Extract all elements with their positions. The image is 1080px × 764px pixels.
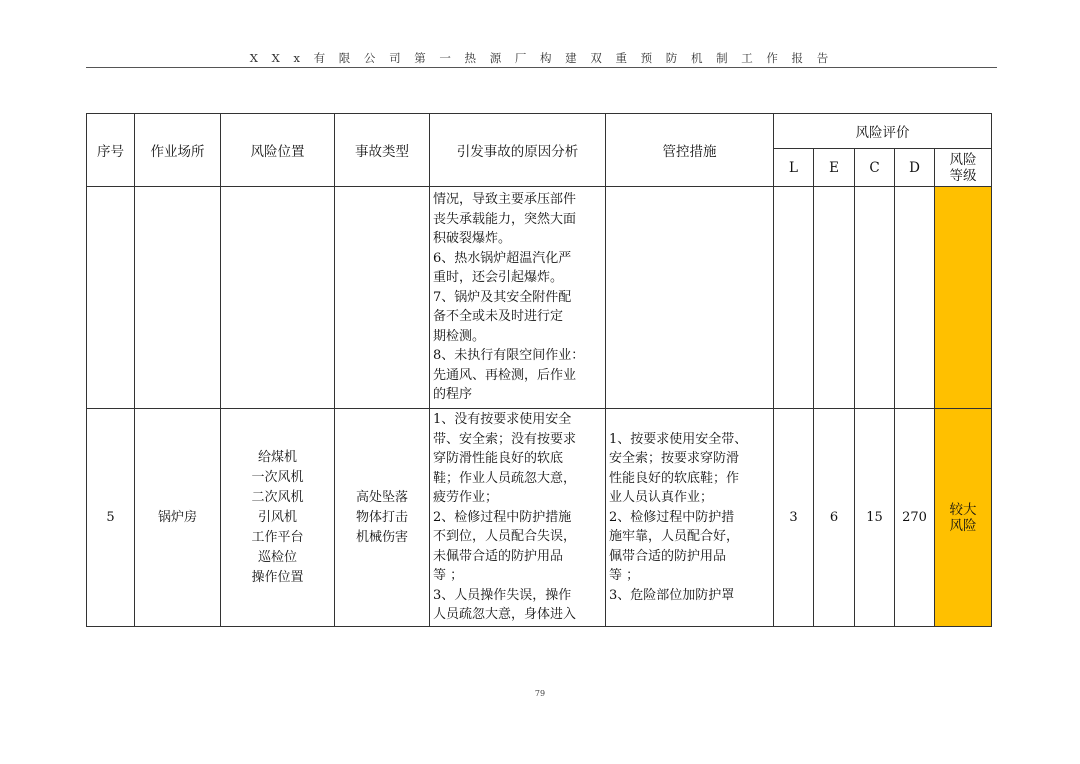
row5-position-line: 一次风机 xyxy=(251,469,304,485)
col-header-evaluation: 风险评价 xyxy=(774,114,992,149)
row5-accident-line: 物体打击 xyxy=(355,509,408,525)
cont-seq-cell xyxy=(87,187,135,409)
cont-D-cell xyxy=(895,187,935,409)
row5-position-line: 二次风机 xyxy=(251,489,304,505)
table-row-continuation xyxy=(87,187,992,409)
row5-seq: 5 xyxy=(87,409,135,627)
cont-cause-line: 期检测。 xyxy=(433,328,486,344)
col-header-accident: 事故类型 xyxy=(335,114,430,187)
row5-cause-line: 带、安全索；没有按要求 xyxy=(433,431,577,447)
cont-L-cell xyxy=(774,187,814,409)
row5-control-line: 3、危险部位加防护罩 xyxy=(609,587,735,603)
row5-cause-line: 穿防滑性能良好的软底 xyxy=(433,451,564,467)
col-header-level-line2: 等级 xyxy=(949,167,977,184)
row5-position-line: 工作平台 xyxy=(251,529,304,545)
row5-control-line: 安全索；按要求穿防滑 xyxy=(609,451,740,467)
row5-cause-line: 鞋；作业人员疏忽大意， xyxy=(433,470,577,486)
table-row-5 xyxy=(87,409,992,627)
cont-cause-text xyxy=(430,189,605,406)
row5-level-badge xyxy=(935,409,992,627)
row5-C: 15 xyxy=(855,409,895,627)
col-header-cause: 引发事故的原因分析 xyxy=(430,114,606,187)
col-header-level xyxy=(935,149,992,187)
cont-cause-line: 情况，导致主要承压部件 xyxy=(433,192,577,208)
cont-cause-line: 丧失承载能力，突然大面 xyxy=(433,211,577,227)
row5-cause-line: 2、检修过程中防护措施 xyxy=(433,509,572,525)
row5-site: 锅炉房 xyxy=(135,409,221,627)
row5-cause-cell xyxy=(430,409,606,627)
cont-C-cell xyxy=(855,187,895,409)
row5-cause-line: 1、没有按要求使用安全 xyxy=(433,412,572,428)
row5-position-line: 给煤机 xyxy=(257,449,297,465)
col-header-C: C xyxy=(855,149,895,187)
row5-control-cell xyxy=(606,409,774,627)
row5-position-line: 引风机 xyxy=(257,509,297,525)
cont-site-cell xyxy=(135,187,221,409)
cont-level-cell xyxy=(935,187,992,409)
cont-E-cell xyxy=(814,187,855,409)
cont-cause-line: 的程序 xyxy=(433,387,473,403)
cont-accident-cell xyxy=(335,187,430,409)
row5-accident-line: 机械伤害 xyxy=(355,529,408,545)
row5-position-line: 操作位置 xyxy=(251,569,304,585)
row5-level-line2: 风险 xyxy=(949,517,977,534)
row5-cause-line: 不到位，人员配合失误， xyxy=(433,529,577,545)
cont-cause-line: 重时，还会引起爆炸。 xyxy=(433,270,564,286)
row5-position-cell xyxy=(221,409,335,627)
row5-control-text xyxy=(606,429,773,607)
cont-cause-line: 先通风、再检测，后作业 xyxy=(433,367,577,383)
row5-accident-line: 高处坠落 xyxy=(355,489,408,505)
cont-cause-line: 6、热水锅炉超温汽化严 xyxy=(433,250,572,266)
row5-control-line: 性能良好的软底鞋；作 xyxy=(609,470,740,486)
header-rule xyxy=(86,67,997,68)
cont-position-cell xyxy=(221,187,335,409)
cont-cause-line: 备不全或未及时进行定 xyxy=(433,309,564,325)
row5-control-line: 施牢靠，人员配合好， xyxy=(609,529,740,545)
col-header-L: L xyxy=(774,149,814,187)
risk-assessment-table xyxy=(86,113,992,627)
row5-cause-line: 未佩带合适的防护用品 xyxy=(433,548,564,564)
row5-cause-line: 疲劳作业； xyxy=(433,490,499,506)
cont-cause-line: 积破裂爆炸。 xyxy=(433,231,512,247)
row5-cause-line: 等 ； xyxy=(433,568,464,584)
row5-L: 3 xyxy=(774,409,814,627)
page-header-title: X X x 有 限 公 司 第 一 热 源 厂 构 建 双 重 预 防 机 制 工 作 报 告 xyxy=(249,51,834,65)
page-number: 79 xyxy=(534,689,546,698)
row5-control-line: 佩带合适的防护用品 xyxy=(609,548,727,564)
cont-cause-cell xyxy=(430,187,606,409)
row5-control-line: 业人员认真作业； xyxy=(609,490,714,506)
row5-position-line: 巡检位 xyxy=(257,549,297,565)
row5-D: 270 xyxy=(895,409,935,627)
row5-level-line1: 较大 xyxy=(949,501,977,518)
cont-control-cell xyxy=(606,187,774,409)
row5-control-line: 等 ； xyxy=(609,568,640,584)
row5-control-line: 1、按要求使用安全带、 xyxy=(609,431,748,447)
col-header-position: 风险位置 xyxy=(221,114,335,187)
col-header-control: 管控措施 xyxy=(606,114,774,187)
header-row-1 xyxy=(87,114,992,149)
col-header-E: E xyxy=(814,149,855,187)
col-header-site: 作业场所 xyxy=(135,114,221,187)
row5-E: 6 xyxy=(814,409,855,627)
col-header-seq: 序号 xyxy=(87,114,135,187)
row5-control-line: 2、检修过程中防护措 xyxy=(609,509,735,525)
cont-cause-line: 7、锅炉及其安全附件配 xyxy=(433,289,572,305)
col-header-D: D xyxy=(895,149,935,187)
col-header-level-line1: 风险 xyxy=(949,151,977,168)
row5-cause-text xyxy=(430,409,605,626)
row5-cause-line: 人员疏忽大意，身体进入 xyxy=(433,607,577,623)
row5-cause-line: 3、人员操作失误，操作 xyxy=(433,587,572,603)
cont-cause-line: 8、未执行有限空间作业： xyxy=(433,348,585,364)
row5-accident-cell xyxy=(335,409,430,627)
